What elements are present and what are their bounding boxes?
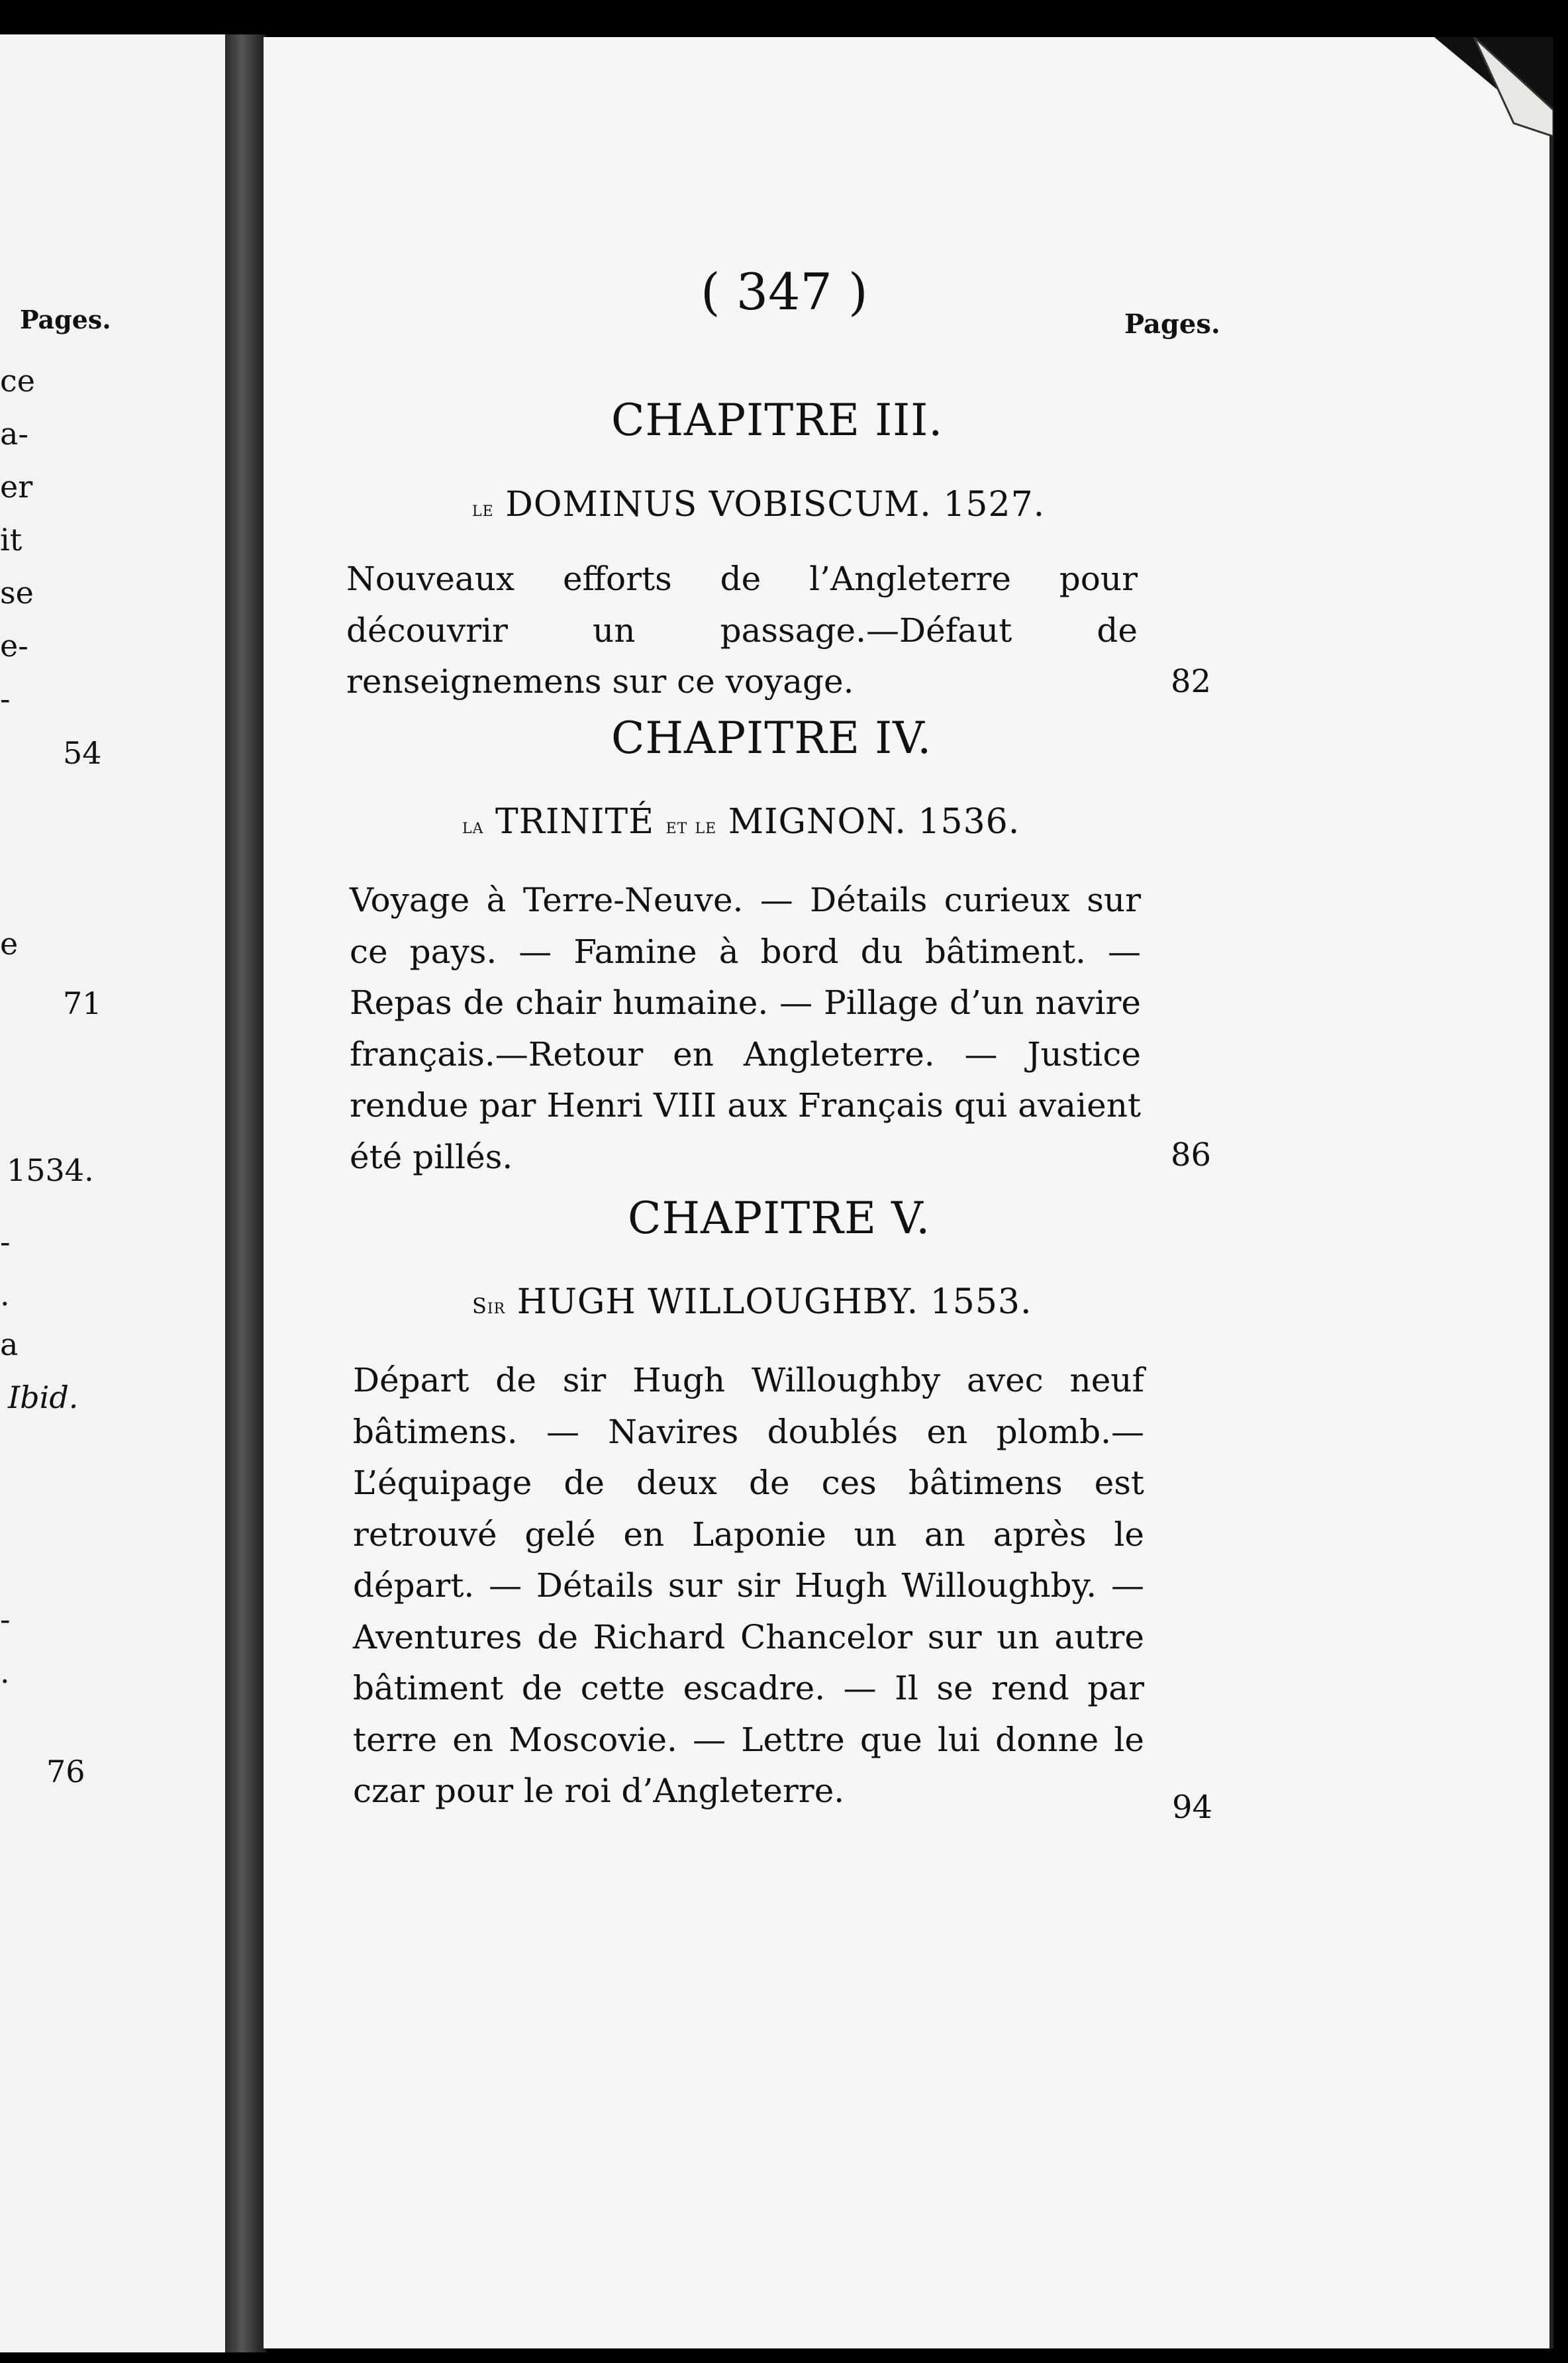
left-fragment: er <box>0 469 33 505</box>
pages-column-label: Pages. <box>1124 309 1220 340</box>
subtitle-connector: et le <box>665 813 717 838</box>
corner-fold-icon <box>1434 37 1553 136</box>
left-fragment: 1534. <box>7 1152 94 1188</box>
summary-text: Départ de sir Hugh Willoughby avec neuf bâtimens. — Navires doublés en plomb.—L’équipage de deux de ces bâtimens est retrouvé gelé en Laponie un an après le départ. — Détails sur sir Hugh Willoughby. —Aventures de Richard Chancelor sur un autre bâtiment de cette escadre. — Il se rend par terre en Moscovie. — Lettre que lui donne le czar pour le roi d’Angleterre. <box>353 1361 1144 1810</box>
left-fragment: - <box>0 1224 11 1260</box>
subtitle-article: la <box>462 813 484 838</box>
subtitle-article: le <box>472 496 494 521</box>
subtitle-title: MIGNON. 1536. <box>728 802 1020 842</box>
left-fragment: e <box>0 926 19 962</box>
page-ref: 86 <box>1171 1136 1212 1174</box>
summary-text: Nouveaux efforts de l’Angleterre pour découvrir un passage.—Défaut de renseignemens sur ce voyage. <box>346 560 1138 701</box>
left-fragment: . <box>0 1654 10 1690</box>
left-fragment: - <box>0 681 11 717</box>
left-fragment: se <box>0 575 34 611</box>
subtitle-title: TRINITÉ <box>495 802 655 842</box>
chapter-heading: CHAPITRE IV. <box>611 713 932 764</box>
subtitle-title: HUGH WILLOUGHBY. 1553. <box>516 1282 1032 1322</box>
chapter-subtitle <box>472 1282 1032 1322</box>
chapter-summary <box>346 554 1138 708</box>
left-page-ref: 76 <box>46 1754 85 1789</box>
left-page-ref: 54 <box>63 735 102 771</box>
chapter-summary <box>350 875 1141 1183</box>
left-fragment: a- <box>0 416 28 452</box>
left-fragment: it <box>0 522 23 558</box>
left-page-fragment <box>0 34 225 2352</box>
subtitle-article: Sir <box>472 1293 506 1319</box>
chapter-heading: CHAPITRE III. <box>611 395 944 446</box>
book-page <box>264 37 1553 2348</box>
chapter-subtitle <box>462 802 1020 842</box>
page-ref: 94 <box>1172 1789 1213 1826</box>
left-fragment: Ibid. <box>8 1380 79 1415</box>
left-page-ref: 71 <box>63 985 102 1021</box>
summary-text: Voyage à Terre-Neuve. — Détails curieux sur ce pays. — Famine à bord du bâtiment. — Repas de chair humaine. — Pillage d’un navire français.—Retour en Angleterre. — Justice rendue par Henri VIII aux Français qui avaient été pillés. <box>350 881 1141 1176</box>
chapter-heading: CHAPITRE V. <box>628 1193 931 1244</box>
chapter-subtitle <box>472 485 1045 525</box>
chapter-summary <box>353 1355 1144 1817</box>
subtitle-title: DOMINUS VOBISCUM. 1527. <box>505 485 1046 525</box>
page-number: ( 347 ) <box>701 262 868 321</box>
left-fragment: e- <box>0 628 28 664</box>
left-fragment: ce <box>0 363 35 399</box>
page-ref: 82 <box>1171 663 1212 700</box>
book-gutter <box>225 34 266 2352</box>
left-fragment: a <box>0 1327 19 1362</box>
left-fragment: - <box>0 1601 11 1637</box>
left-fragment: . <box>0 1277 10 1313</box>
left-pages-label: Pages. <box>20 305 111 334</box>
